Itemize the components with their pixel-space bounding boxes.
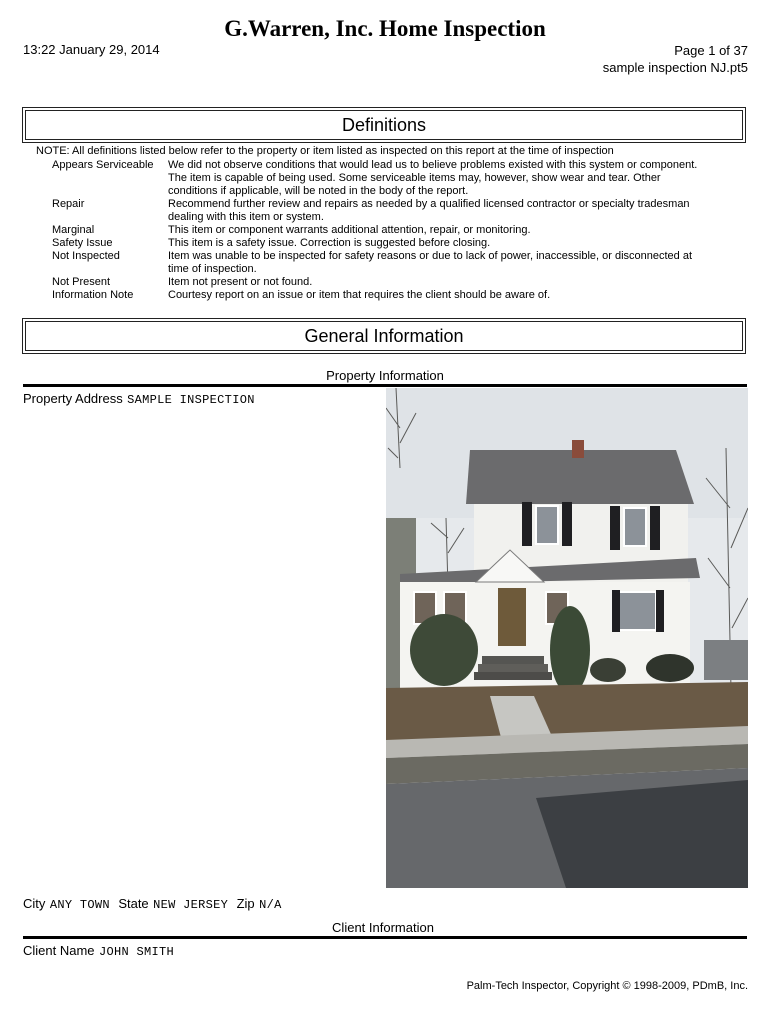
copyright-footer: Palm-Tech Inspector, Copyright © 1998-2009, PDmB, Inc. <box>466 980 748 992</box>
definition-line: conditions if applicable, will be noted in the body of the report. <box>168 185 469 197</box>
property-address-label: Property Address <box>23 391 123 406</box>
report-timestamp: 13:22 January 29, 2014 <box>23 42 160 57</box>
definition-line: This item or component warrants additional attention, repair, or monitoring. <box>168 224 531 236</box>
general-heading: General Information <box>25 321 743 351</box>
property-address-value: SAMPLE INSPECTION <box>127 393 255 407</box>
general-section-header <box>22 318 746 354</box>
definition-row <box>52 237 742 250</box>
house-photo <box>386 388 748 888</box>
definition-description <box>168 224 742 237</box>
definitions-heading: Definitions <box>25 110 743 140</box>
city-value: ANY TOWN <box>49 898 110 912</box>
city-label: City <box>23 896 46 911</box>
state-label: State <box>118 896 149 911</box>
definition-line: This item is a safety issue. Correction is suggested before closing. <box>168 237 491 249</box>
definition-description <box>168 198 742 224</box>
page-number: Page 1 of 37 <box>674 43 748 58</box>
definition-term: Appears Serviceable <box>52 159 154 171</box>
definition-row <box>52 276 742 289</box>
client-name-value: JOHN SMITH <box>98 945 174 959</box>
definition-term: Not Inspected <box>52 250 120 262</box>
definitions-list <box>52 159 742 302</box>
report-title: G.Warren, Inc. Home Inspection <box>224 16 546 41</box>
definition-term: Repair <box>52 198 85 210</box>
definition-term: Safety Issue <box>52 237 113 249</box>
page-info <box>603 42 748 76</box>
definition-row <box>52 159 742 198</box>
definition-term: Information Note <box>52 289 134 301</box>
definition-description <box>168 237 742 250</box>
zip-value: N/A <box>259 898 282 912</box>
definition-line: dealing with this item or system. <box>168 211 324 223</box>
definition-row <box>52 224 742 237</box>
definition-line: Item not present or not found. <box>168 276 313 288</box>
definitions-section-header <box>22 107 746 143</box>
definition-description <box>168 289 742 302</box>
definition-line: Courtesy report on an issue or item that requires the client should be aware of. <box>168 289 551 301</box>
definition-row <box>52 198 742 224</box>
definition-row <box>52 289 742 302</box>
property-address-row <box>23 390 255 408</box>
property-divider <box>23 384 747 387</box>
client-name-row <box>23 942 174 960</box>
definition-description <box>168 159 742 198</box>
definition-line: time of inspection. <box>168 263 257 275</box>
definition-description <box>168 276 742 289</box>
definition-description <box>168 250 742 276</box>
definition-row <box>52 250 742 276</box>
client-name-label: Client Name <box>23 943 95 958</box>
definition-line: Recommend further review and repairs as needed by a qualified licensed contractor or specialty tradesman <box>168 198 690 210</box>
zip-label: Zip <box>236 896 255 911</box>
state-value: NEW JERSEY <box>153 898 229 912</box>
definitions-note: NOTE: All definitions listed below refer to the property or item listed as inspected on this report at the time of inspection <box>36 145 614 157</box>
definition-line: Item was unable to be inspected for safety reasons or due to lack of power, inaccessible, or disconnected at <box>168 250 693 262</box>
file-name: sample inspection NJ.pt5 <box>602 60 748 75</box>
property-info-heading: Property Information <box>326 368 444 383</box>
definition-line: The item is capable of being used. Some serviceable items may, however, show wear and tear. Other <box>168 172 661 184</box>
client-info-heading: Client Information <box>332 920 434 935</box>
definition-line: We did not observe conditions that would lead us to believe problems existed with this system or component. <box>168 159 698 171</box>
definition-term: Not Present <box>52 276 111 288</box>
definition-term: Marginal <box>52 224 95 236</box>
client-divider <box>23 936 747 939</box>
city-state-zip-row <box>23 895 282 913</box>
